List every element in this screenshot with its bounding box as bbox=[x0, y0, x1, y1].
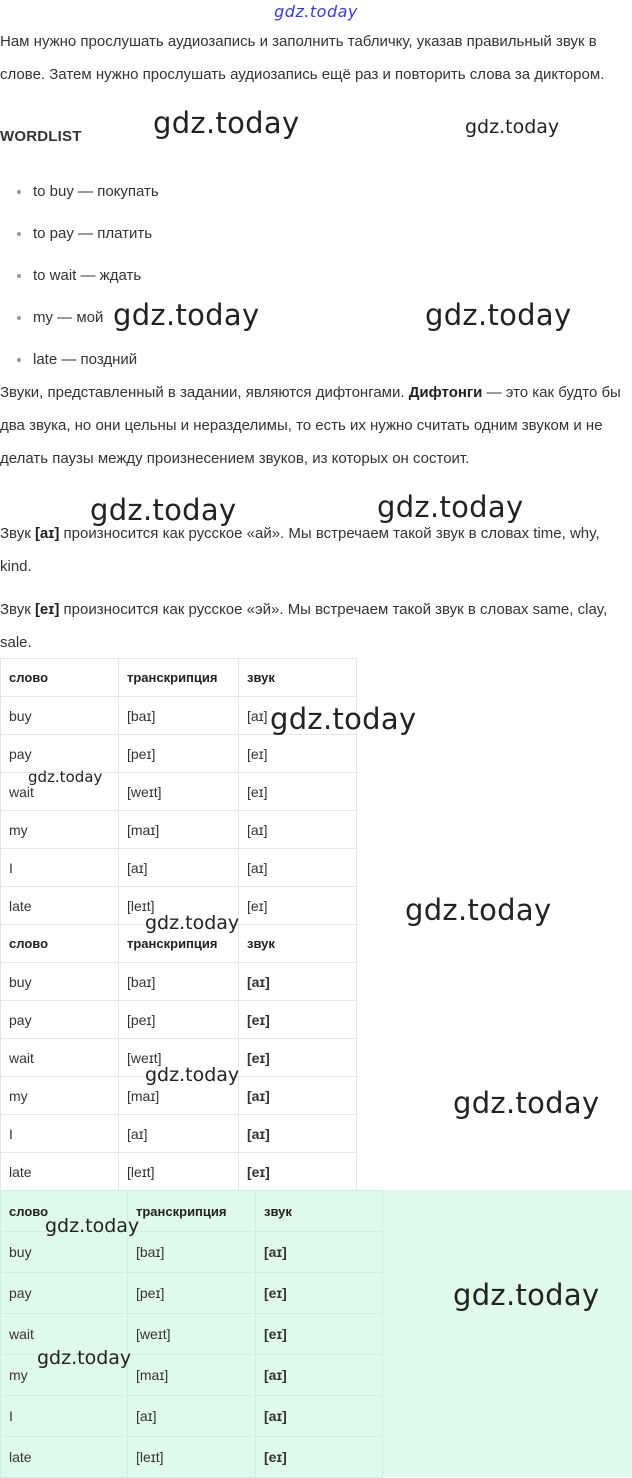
header-word: слово bbox=[1, 1191, 128, 1232]
table-row: pay [peɪ] [eɪ] bbox=[1, 1001, 357, 1039]
header-sound: звук bbox=[239, 925, 357, 963]
diphthong-term: Дифтонги bbox=[408, 384, 483, 401]
sound-ai-symbol: [aɪ] bbox=[34, 525, 60, 542]
table-row: my [maɪ] [aɪ] bbox=[1, 811, 357, 849]
sound-ei-paragraph: Звук [eɪ] произносится как русское «эй». Мы встречаем такой звук в словах same, clay, sale. bbox=[0, 601, 608, 651]
watermark: gdz.today bbox=[405, 893, 552, 927]
answer-table-1 bbox=[0, 658, 357, 925]
table-row: my [maɪ] [aɪ] bbox=[1, 1077, 357, 1115]
list-item: my — мой bbox=[0, 297, 159, 339]
watermark: gdz.today bbox=[113, 298, 260, 332]
watermark: gdz.today bbox=[465, 116, 560, 138]
watermark: gdz.today bbox=[145, 912, 240, 934]
watermark: gdz.today bbox=[45, 1215, 140, 1237]
diphthong-paragraph: Звуки, представленный в задании, являются дифтонгами. Дифтонги — это как будто бы два звука, но они цельны и неразделимы, то есть их нужно считать одним звуком и не делать паузы между произнесением звуков, из которых он состоит. bbox=[0, 384, 621, 467]
table-row: buy [baɪ] [aɪ] bbox=[1, 1232, 383, 1273]
table-row: buy [baɪ] [aɪ] bbox=[1, 963, 357, 1001]
watermark: gdz.today bbox=[377, 490, 524, 524]
table-row: pay [peɪ] [eɪ] bbox=[1, 1273, 383, 1314]
list-item: late — поздний bbox=[0, 339, 159, 381]
table-row: late [leɪt] [eɪ] bbox=[1, 1153, 357, 1191]
table-row: pay [peɪ] [eɪ] bbox=[1, 735, 357, 773]
list-item: to wait — ждать bbox=[0, 255, 159, 297]
table-row: buy [baɪ] [aɪ] bbox=[1, 697, 357, 735]
table-row: late [leɪt] [eɪ] bbox=[1, 1437, 383, 1478]
table-row: wait [weɪt] [eɪ] bbox=[1, 773, 357, 811]
watermark: gdz.today bbox=[90, 493, 237, 527]
sound-ai-paragraph: Звук [aɪ] произносится как русское «ай». Мы встречаем такой звук в словах time, why, kind. bbox=[0, 525, 600, 575]
watermark: gdz.today bbox=[37, 1347, 132, 1369]
wordlist-heading: WORDLIST bbox=[0, 128, 82, 145]
table-row: wait [weɪt] [eɪ] bbox=[1, 1314, 383, 1355]
watermark: gdz.today bbox=[28, 768, 103, 786]
answer-table-2 bbox=[0, 924, 357, 1191]
sound-ei-symbol: [eɪ] bbox=[34, 601, 60, 618]
table-row: I [aɪ] [aɪ] bbox=[1, 1115, 357, 1153]
watermark: gdz.today bbox=[145, 1064, 240, 1086]
watermark: gdz.today bbox=[453, 1086, 600, 1120]
watermark: gdz.today bbox=[270, 702, 417, 736]
table-row: I [aɪ] [aɪ] bbox=[1, 1396, 383, 1437]
header-transcription: транскрипция bbox=[128, 1191, 256, 1232]
table-row: I [aɪ] [aɪ] bbox=[1, 849, 357, 887]
list-item: to buy — покупать bbox=[0, 171, 159, 213]
header-word: слово bbox=[1, 659, 119, 697]
site-logo[interactable]: gdz.today bbox=[274, 2, 358, 21]
intro-paragraph: Нам нужно прослушать аудиозапись и заполнить табличку, указав правильный звук в слове. Затем нужно прослушать аудиозапись ещё раз и повторить слова за диктором. bbox=[0, 33, 605, 83]
table-row: late [leɪt] [eɪ] bbox=[1, 887, 357, 925]
header-transcription: транскрипция bbox=[119, 659, 239, 697]
wordlist bbox=[0, 171, 159, 381]
table-row: wait [weɪt] [eɪ] bbox=[1, 1039, 357, 1077]
header-sound: звук bbox=[239, 659, 357, 697]
watermark: gdz.today bbox=[425, 298, 572, 332]
table-row: my [maɪ] [aɪ] bbox=[1, 1355, 383, 1396]
list-item: to pay — платить bbox=[0, 213, 159, 255]
header-word: слово bbox=[1, 925, 119, 963]
header-transcription: транскрипция bbox=[119, 925, 239, 963]
watermark: gdz.today bbox=[453, 1278, 600, 1312]
header-sound: звук bbox=[256, 1191, 383, 1232]
table-header-row bbox=[1, 659, 357, 697]
watermark: gdz.today bbox=[153, 106, 300, 140]
